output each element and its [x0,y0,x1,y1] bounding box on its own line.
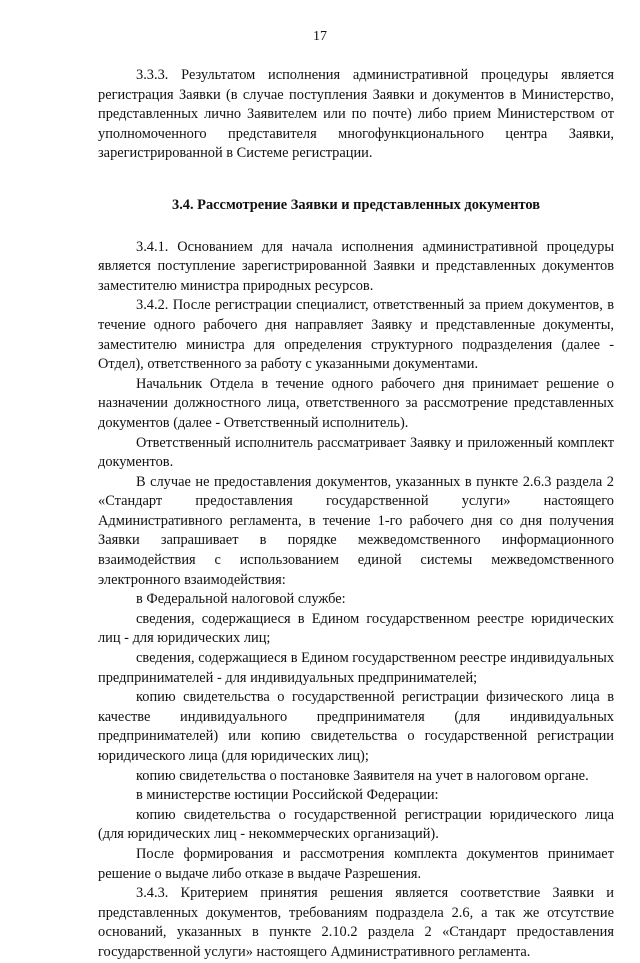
paragraph-3-4-3: 3.4.3. Критерием принятия решения является соответствие Заявки и представленных документов, требованиям подраздела 2.6, а так же отсутствие оснований, указанных в пункте 2.10.2 раздела 2 «Стандарт предоставления государственной услуги» настоящего Административного регламента. [98,885,614,960]
paragraph-nonprofit-certificate: копию свидетельства о государственной регистрации юридического лица (для юридических лиц - некоммерческих организаций). [98,806,614,843]
paragraph-department-head: Начальник Отдела в течение одного рабочего дня принимает решение о назначении должностного лица, ответственного за рассмотрение представленных документов (далее - Ответственный исполнитель). [98,375,614,431]
paragraph-legal-entities-registry: сведения, содержащиеся в Едином государственном реестре юридических лиц - для юридических лиц; [98,610,614,647]
paragraph-tax-registration: копию свидетельства о постановке Заявителя на учет в налоговом органе. [136,767,589,784]
paragraph-entrepreneurs-registry: сведения, содержащиеся в Едином государственном реестре индивидуальных предпринимателей - для индивидуальных предпринимателей; [98,650,615,686]
paragraph-registration-certificate: копию свидетельства о государственной регистрации физического лица в качестве индивидуального предпринимателя (для индивидуальных предпринимателей) или копию свидетельства о государственной регистрации юридического лица (для юридических лиц); [98,689,614,764]
paragraph-responsible-executor: Ответственный исполнитель рассматривает Заявку и приложенный комплект документов. [98,434,614,471]
section-heading: 3.4. Рассмотрение Заявки и представленных документов [172,196,540,213]
paragraph-3-4-2: 3.4.2. После регистрации специалист, ответственный за прием документов, в течение одного рабочего дня направляет Заявку и представленные документы, заместителю министра для определения структурного подразделения (далее - Отдел), ответственного за работу с указанными документами. [98,297,614,373]
page-number: 17 [313,29,327,44]
paragraph-tax-service: в Федеральной налоговой службе: [136,591,346,608]
paragraph-3-3-3: 3.3.3. Результатом исполнения административной процедуры является регистрация Заявки (в случае поступления Заявки и документов в Министерство, представленных лично Заявителем или по почте) либо прием Министерством от уполномоченного представителя многофункционального центра Заявки, зарегистрированной в Системе регистрации. [98,67,614,162]
document-body [98,66,614,963]
paragraph-justice-ministry: в министерстве юстиции Российской Федерации: [136,787,439,804]
paragraph-3-4-1: 3.4.1. Основанием для начала исполнения административной процедуры является поступление зарегистрированной Заявки и представленных документов заместителю министра природных ресурсов. [98,238,614,294]
paragraph-interagency-request: В случае не предоставления документов, указанных в пункте 2.6.3 раздела 2 «Стандарт предоставления государственной услуги» настоящего Административного регламента, в течение 1-го рабочего дня со дня получения Заявки запрашивает в порядке межведомственного информационного взаимодействия с использованием единой системы межведомственного электронного взаимодействия: [98,473,614,588]
paragraph-decision: После формирования и рассмотрения комплекта документов принимает решение о выдаче либо отказе в выдаче Разрешения. [98,845,614,882]
